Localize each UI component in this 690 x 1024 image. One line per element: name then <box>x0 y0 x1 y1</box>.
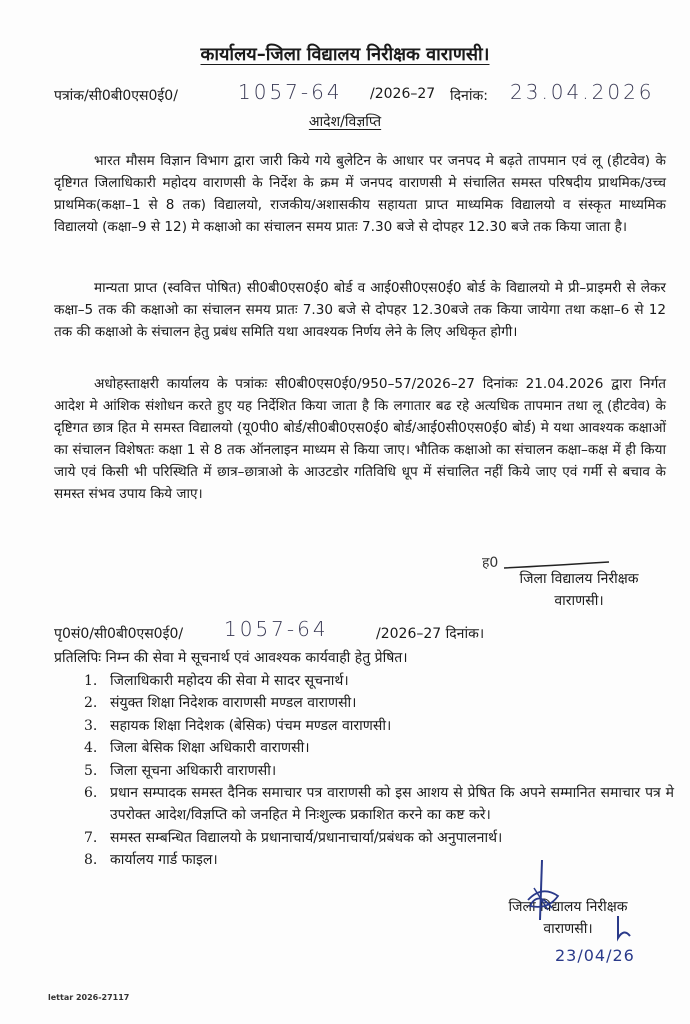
signature-1-designation: जिला विद्यालय निरीक्षक <box>519 571 639 587</box>
list-item <box>84 827 674 849</box>
list-item-text: कार्यालय गार्ड फाइल। <box>110 852 218 869</box>
signature-2-place: वाराणसी। <box>543 921 593 937</box>
list-item-number: 7. <box>84 829 98 846</box>
handwritten-signature-icon <box>508 860 578 930</box>
signature-2-date-handwritten: 23/04/26 <box>555 946 635 965</box>
office-title-text: कार्यालय–जिला विद्यालय निरीक्षक वाराणसी। <box>200 44 490 65</box>
signature-2-designation: जिला विद्यालय निरीक्षक <box>508 899 628 915</box>
file-reference-footer: lettar 2026-27117 <box>48 993 130 1002</box>
list-item-text: प्रधान सम्पादक समस्त दैनिक समाचार पत्र वाराणसी को इस आशय से प्रेषित कि अपने सम्मानित समाचार पत्र मे उपरोक्त आदेश/विज्ञप्ति को जनहित मे निःशुल्क प्रकाशित करने का कष्ट करे। <box>110 785 674 824</box>
paragraph-1: भारत मौसम विज्ञान विभाग द्वारा जारी किये गये बुलेटिन के आधार पर जनपद मे बढ़ते तापमान एवं लू (हीटवेव) के दृष्टिगत जिलाधिकारी महोदय वाराणसी के निर्देश के क्रम में जनपद वाराणसी मे संचालित समस्त परिषदीय प्राथमिक/उच्च प्राथमिक(कक्षा–1 से 8 तक) विद्यालयो, राजकीय/अशासकीय सहायता प्राप्त माध्यमिक विद्यालयो व संस्कृत माध्यमिक विद्यालयो (कक्षा–9 से 12) मे कक्षाओ का संचालन समय प्रातः 7.30 बजे से दोपहर 12.30 बजे तक किया जाता है। <box>54 153 666 235</box>
list-item-text: सहायक शिक्षा निदेशक (बेसिक) पंचम मण्डल वाराणसी। <box>110 717 392 734</box>
paragraph-3: अधोहस्ताक्षरी कार्यालय के पत्रांकः सी0बी0एस0ई0/950–57/2026–27 दिनांकः 21.04.2026 द्वारा निर्गत आदेश मे आंशिक संशोधन करते हुए यह निर्देशित किया जाता है कि लगातार बढ रहे अत्यधिक तापमान तथा लू (हीटवेव) के दृष्टिगत छात्र हित मे समस्त विद्यालयो (यू0पी0 बोर्ड/सी0बी0एस0ई0 बोर्ड/आई0सी0एस0ई0 बोर्ड) मे यथा आवश्यक कक्षाओं का संचालन विशेषतः कक्षा 1 से 8 तक ऑनलाइन माध्यम से किया जाए। भौतिक कक्षाओ का संचालन कक्षा–कक्ष में ही किया जाये एवं किसी भी परिस्थिति में छात्र–छात्राओ के आउटडोर गतिविधि धूप में संचालित नहीं किये जाए एवं गर्मी से बचाव के समस्त संभव उपाय किये जाए। <box>54 376 666 502</box>
list-item-text: जिला बेसिक शिक्षा अधिकारी वाराणसी। <box>110 740 310 757</box>
date-label: दिनांक: <box>450 88 488 104</box>
signature-1-place: वाराणसी। <box>554 593 604 609</box>
list-item-number: 3. <box>84 717 98 734</box>
recipient-list <box>84 670 674 872</box>
list-item-number: 4. <box>84 740 98 757</box>
copy-ref-number-handwritten: 1057-64 <box>224 617 329 641</box>
initials-handwritten: ह0 <box>482 555 499 571</box>
copy-ref-prefix: पृ0सं0/सी0बी0एस0ई0/ <box>54 626 184 642</box>
list-item-text: जिला सूचना अधिकारी वाराणसी। <box>110 762 277 779</box>
copy-heading: प्रतिलिपिः निम्न की सेवा मे सूचनार्थ एवं आवश्यक कार्यवाही हेतु प्रेषित। <box>54 650 408 666</box>
paragraph-2: मान्यता प्राप्त (स्ववित्त पोषित) सी0बी0एस0ई0 बोर्ड व आई0सी0एस0ई0 बोर्ड के विद्यालयो मे प्री–प्राइमरी से लेकर कक्षा–5 तक की कक्षाओ का संचालन समय प्रातः 7.30 बजे से दोपहर 12.30बजे तक किया जायेगा तथा कक्षा–6 से 12 तक की कक्षाओ के संचालन हेतु प्रबंध समिति यथा आवश्यक निर्णय लेने के लिए अधिकृत होगी। <box>54 280 666 340</box>
copy-ref-year-date: /2026–27 दिनांक। <box>376 626 485 642</box>
list-item-text: जिलाधिकारी महोदय की सेवा मे सादर सूचनार्थ। <box>110 673 349 689</box>
list-item <box>84 760 674 782</box>
list-item-number: 8. <box>84 852 98 869</box>
list-item <box>84 670 674 692</box>
list-item <box>84 737 674 759</box>
list-item-text: समस्त सम्बन्धित विद्यालयो के प्रधानाचार्य/प्रधानाचार्या/प्रबंधक को अनुपालनार्थ। <box>110 829 503 846</box>
pen-mark-icon <box>614 914 634 942</box>
list-item-number: 1. <box>84 673 98 689</box>
list-item <box>84 692 674 714</box>
list-item-text: संयुक्त शिक्षा निदेशक वाराणसी मण्डल वाराणसी। <box>110 695 357 712</box>
date-handwritten: 23.04.2026 <box>510 80 655 104</box>
letter-number-handwritten: 1057-64 <box>238 80 343 104</box>
list-item <box>84 782 674 827</box>
order-heading-text: आदेश/विज्ञप्ति <box>308 114 382 130</box>
letter-year: /2026–27 <box>370 86 436 102</box>
office-title <box>0 42 690 66</box>
order-heading <box>0 112 690 131</box>
signature-block-1 <box>474 555 684 612</box>
list-item <box>84 715 674 737</box>
letter-ref-prefix: पत्रांक/सी0बी0एस0ई0/ <box>54 88 178 104</box>
signature-block-2 <box>468 896 668 940</box>
list-item-number: 2. <box>84 695 98 712</box>
list-item-number: 5. <box>84 762 98 779</box>
signature-line-icon <box>504 560 624 576</box>
list-item <box>84 849 674 871</box>
list-item-number: 6. <box>84 785 98 802</box>
